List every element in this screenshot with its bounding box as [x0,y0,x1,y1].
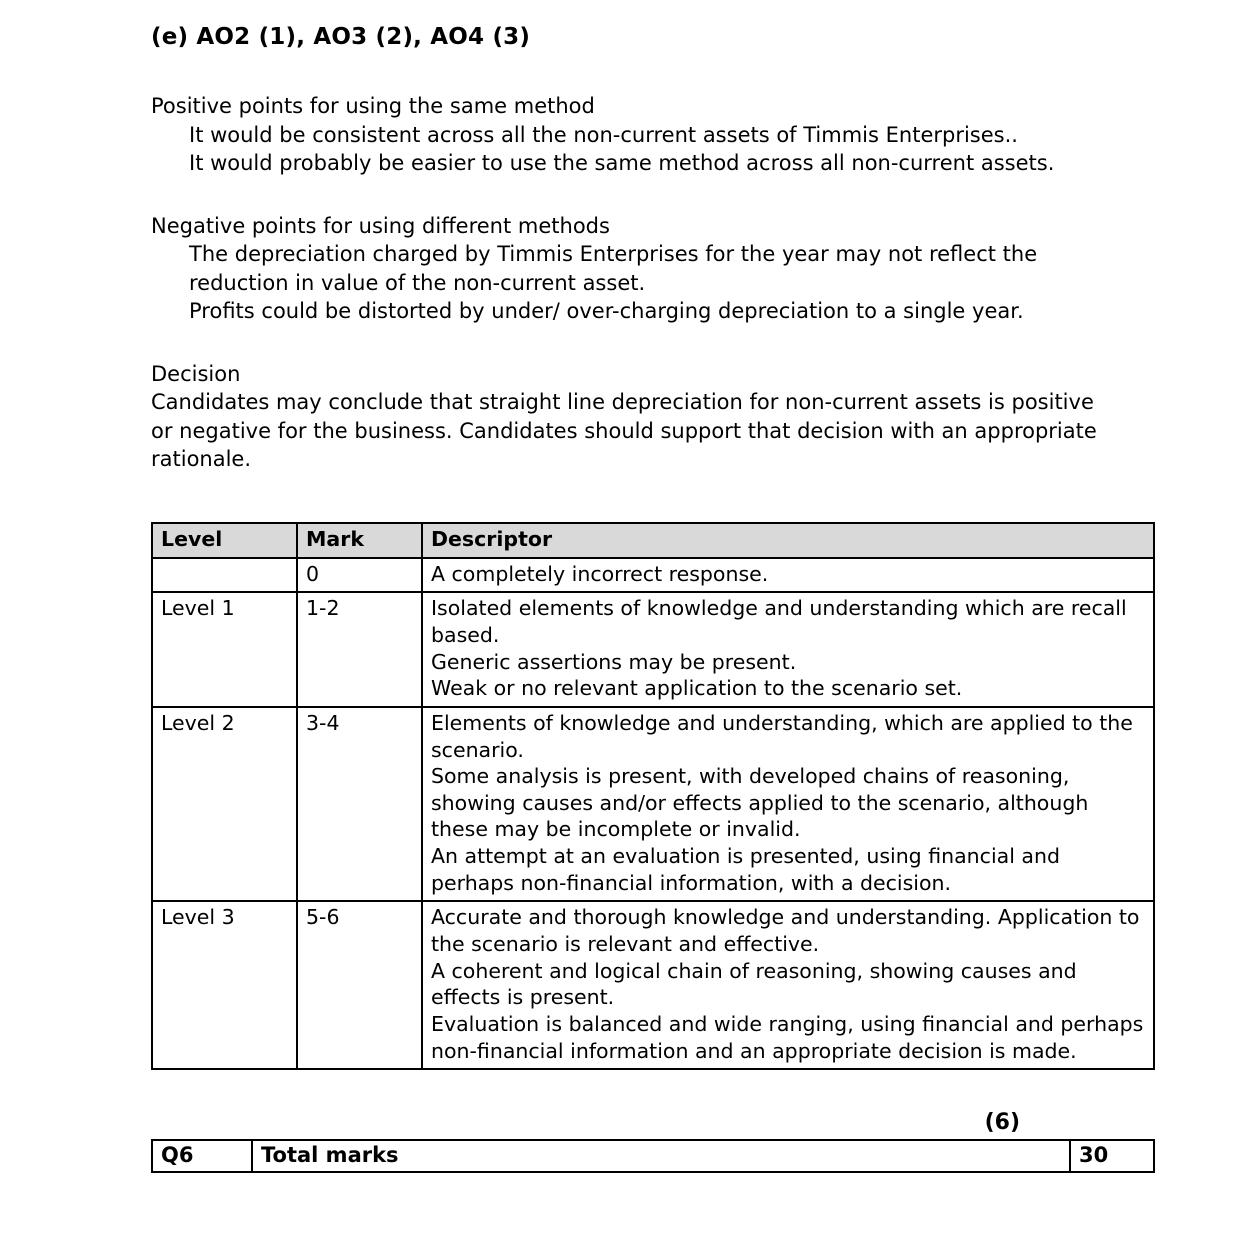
descriptor-line: Generic assertions may be present. [431,649,797,674]
table-row [152,901,1154,1069]
decision-title: Decision [151,361,241,386]
mark-cell: 1-2 [297,592,422,707]
mark-cell: 3-4 [297,707,422,901]
positive-points-section [151,92,1155,178]
descriptor-cell [422,592,1154,707]
levels-descriptor-table [151,522,1155,1070]
decision-section [151,360,1155,474]
table-row [152,592,1154,707]
descriptor-line: A completely incorrect response. [431,561,769,586]
table-row [152,707,1154,901]
descriptor-line: An attempt at an evaluation is presented, using financial and perhaps non-financial information, with a decision. [431,844,1060,895]
header-descriptor: Descriptor [422,523,1154,558]
question-number-cell: Q6 [152,1140,252,1172]
descriptor-line: A coherent and logical chain of reasoning, showing causes and effects is present. [431,958,1077,1010]
mark-cell: 0 [297,558,422,593]
decision-text: Candidates may conclude that straight line depreciation for non-current assets is positive or negative for the business. Candidates should support that decision with an appropriate rationale. [151,390,1097,472]
negative-points-section [151,212,1155,326]
level-cell: Level 3 [152,901,297,1069]
negative-points-title: Negative points for using different methods [151,213,610,238]
part-marks-badge: (6) [984,1110,1020,1136]
descriptor-line: Evaluation is balanced and wide ranging, using financial and perhaps non-financial information and an appropriate decision is made. [431,1011,1144,1063]
level-cell [152,558,297,593]
level-cell: Level 1 [152,592,297,707]
total-marks-row [152,1140,1154,1172]
total-marks-label-cell: Total marks [252,1140,1070,1172]
table-header-row [152,523,1154,558]
negative-point: The depreciation charged by Timmis Enterprises for the year may not reflect the reduction in value of the non-current asset. [189,242,1038,295]
mark-cell: 5-6 [297,901,422,1069]
negative-point: Profits could be distorted by under/ over-charging depreciation to a single year. [189,299,1024,324]
descriptor-line: Elements of knowledge and understanding, which are applied to the scenario. [431,710,1133,762]
descriptor-cell [422,901,1154,1069]
total-marks-value-cell: 30 [1070,1140,1154,1172]
descriptor-line: Weak or no relevant application to the scenario set. [431,676,963,701]
descriptor-line: Accurate and thorough knowledge and understanding. Application to the scenario is relevant and effective. [431,905,1140,956]
descriptor-cell [422,707,1154,901]
header-mark: Mark [297,523,422,558]
positive-point: It would probably be easier to use the same method across all non-current assets. [189,151,1055,176]
table-row [152,558,1154,593]
question-part-heading: (e) AO2 (1), AO3 (2), AO4 (3) [151,24,531,50]
total-marks-table [151,1139,1155,1173]
level-cell: Level 2 [152,707,297,901]
positive-points-title: Positive points for using the same method [151,94,595,118]
header-level: Level [152,523,297,558]
positive-point: It would be consistent across all the non-current assets of Timmis Enterprises.. [189,122,1018,147]
descriptor-cell [422,558,1154,593]
descriptor-line: Some analysis is present, with developed chains of reasoning, showing causes and/or effects applied to the scenario, although these may be incomplete or invalid. [431,764,1089,842]
descriptor-line: Isolated elements of knowledge and understanding which are recall based. [431,596,1127,647]
